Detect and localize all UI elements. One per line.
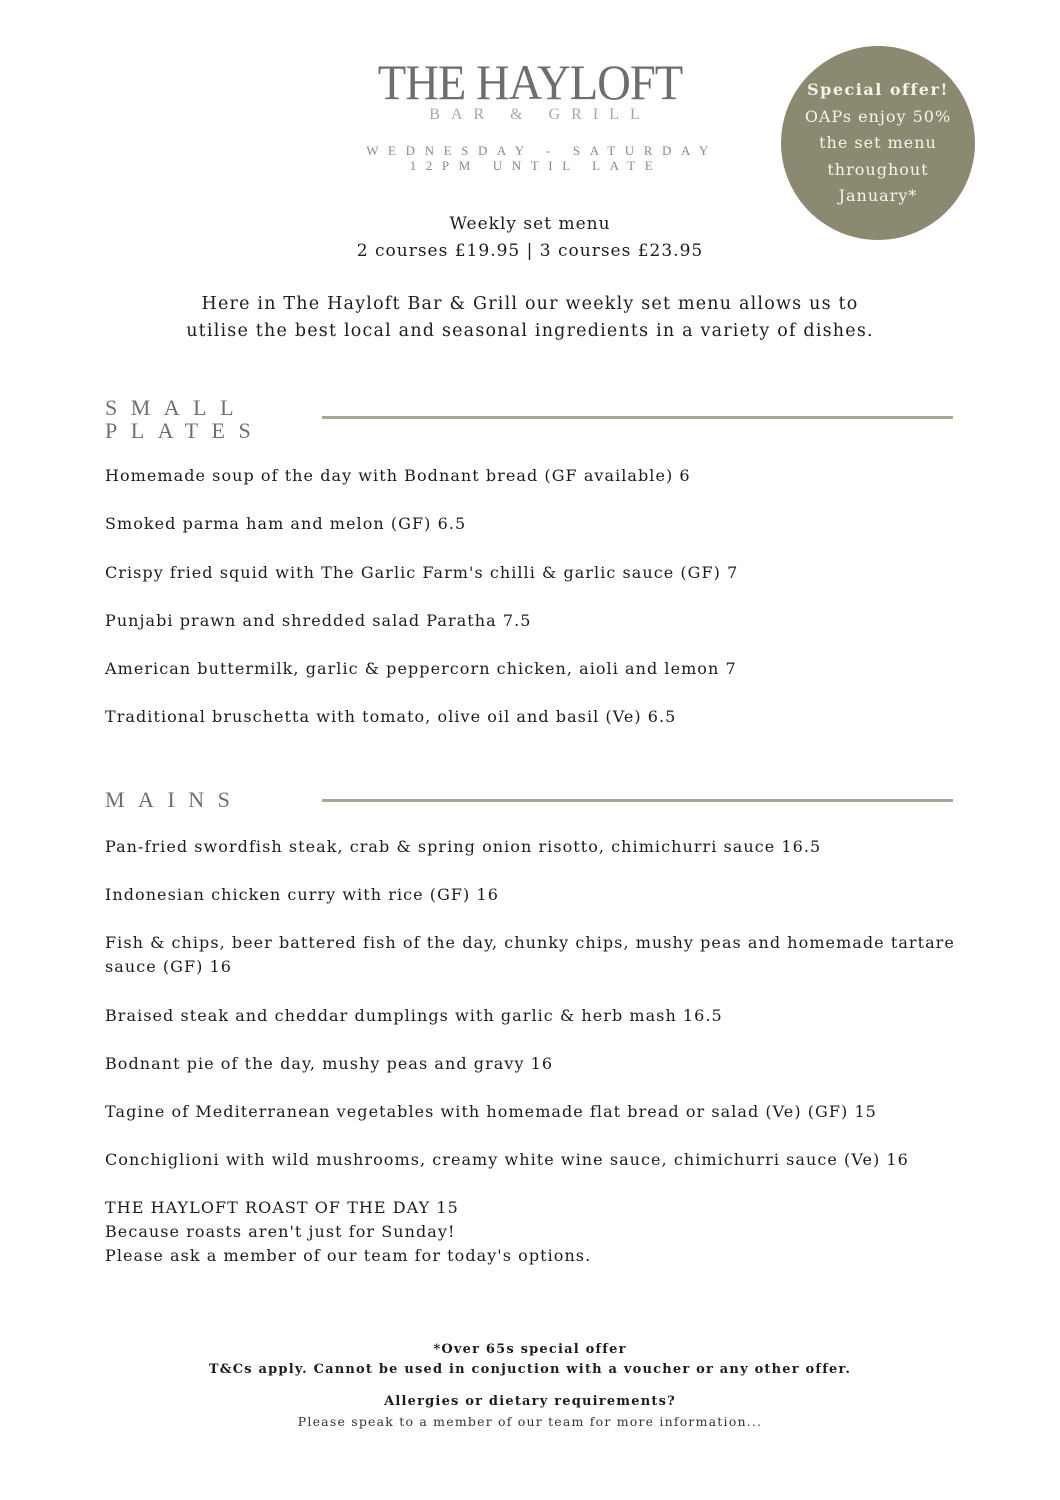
menu-item: Homemade soup of the day with Bodnant bread (GF available) 6 [105, 466, 691, 485]
offer-footnote: *Over 65s special offer [433, 1342, 627, 1357]
intro-text: utilise the best local and seasonal ingredients in a variety of dishes. [186, 321, 874, 341]
intro-text: Here in The Hayloft Bar & Grill our weekly set menu allows us to [201, 294, 859, 314]
set-menu-title: Weekly set menu [449, 214, 611, 234]
menu-item: American buttermilk, garlic & peppercorn chicken, aioli and lemon 7 [105, 659, 737, 678]
set-menu-prices: 2 courses £19.95 | 3 courses £23.95 [356, 241, 704, 261]
offer-line: throughout [827, 159, 929, 179]
roast-title: THE HAYLOFT ROAST OF THE DAY 15 [105, 1198, 459, 1217]
menu-item: Bodnant pie of the day, mushy peas and gravy 16 [105, 1054, 554, 1073]
section-divider [322, 416, 953, 419]
allergies-heading: Allergies or dietary requirements? [384, 1394, 676, 1409]
roast-note: Please ask a member of our team for today's options. [105, 1246, 592, 1265]
offer-headline: Special offer! [807, 80, 949, 99]
opening-hours: 12PM UNTIL LATE [409, 158, 663, 173]
opening-days: WEDNESDAY - SATURDAY [366, 143, 718, 158]
menu-item: Braised steak and cheddar dumplings with garlic & herb mash 16.5 [105, 1006, 723, 1025]
menu-item: Fish & chips, beer battered fish of the day, chunky chips, mushy peas and homemade tartare sauce (GF) 16 [105, 933, 955, 976]
restaurant-name: THE HAYLOFT [377, 54, 683, 110]
restaurant-subtitle: BAR & GRILL [429, 106, 651, 123]
offer-line: the set menu [819, 133, 937, 152]
offer-line: OAPs enjoy 50% [804, 106, 952, 126]
terms-text: T&Cs apply. Cannot be used in conjuction with a voucher or any other offer. [208, 1362, 852, 1377]
menu-item: Smoked parma ham and melon (GF) 6.5 [105, 514, 467, 533]
menu-item: Crispy fried squid with The Garlic Farm's chilli & garlic sauce (GF) 7 [105, 563, 739, 582]
heading-line: SMALL [105, 395, 248, 420]
menu-item: Punjabi prawn and shredded salad Paratha 7.5 [105, 611, 532, 630]
menu-item: Traditional bruschetta with tomato, olive oil and basil (Ve) 6.5 [105, 707, 677, 726]
menu-item: Conchiglioni with wild mushrooms, creamy white wine sauce, chimichurri sauce (Ve) 16 [105, 1150, 909, 1169]
heading-line: PLATES [105, 418, 265, 443]
offer-line: January* [838, 186, 918, 205]
roast-note: Because roasts aren't just for Sunday! [105, 1222, 456, 1241]
section-heading-mains: MAINS [105, 787, 244, 812]
menu-item: Indonesian chicken curry with rice (GF) 16 [105, 885, 499, 904]
menu-item: Pan-fried swordfish steak, crab & spring onion risotto, chimichurri sauce 16.5 [105, 837, 822, 856]
allergies-text: Please speak to a member of our team for more information... [297, 1414, 763, 1429]
section-divider [322, 799, 953, 802]
menu-item: Tagine of Mediterranean vegetables with homemade flat bread or salad (Ve) (GF) 15 [105, 1102, 877, 1121]
section-heading-small-plates [105, 396, 264, 442]
